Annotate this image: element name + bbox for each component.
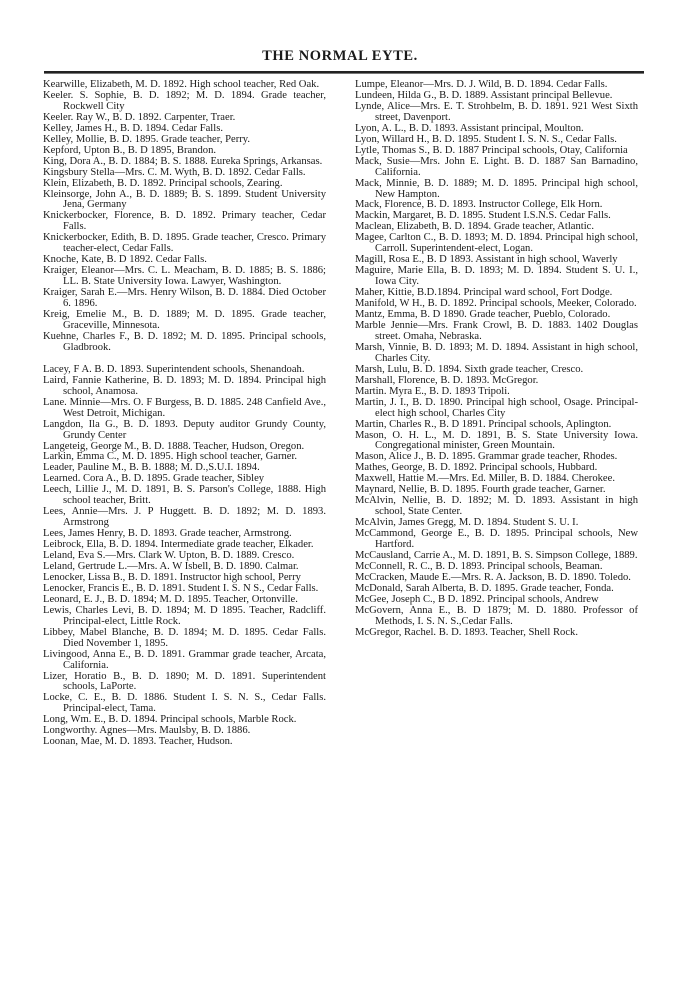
- alumni-entry: Maynard, Nellie, B. D. 1895. Fourth grade teacher, Garner.: [355, 484, 606, 496]
- alumni-entry: Mason, O. H. L., M. D. 1891, B. S. State University Iowa. Congregational minister, Green Mountain.: [355, 429, 638, 452]
- alumni-entry: Kuehne, Charles F., B. D. 1892; M. D. 1895. Principal schools, Gladbrook.: [43, 330, 326, 353]
- alumni-entry: Lewis, Charles Levi, B. D. 1894; M. D 1895. Teacher, Radcliff. Principal-elect, Little Rock.: [43, 604, 326, 627]
- alumni-entry: Magee, Carlton C., B. D. 1893; M. D. 1894. Principal high school, Carroll. Superintendent-elect, Logan.: [355, 232, 638, 255]
- alumni-entry: Kraiger, Sarah E.—Mrs. Henry Wilson, B. D. 1884. Died October 6. 1896.: [43, 287, 326, 310]
- alumni-entry: Leech, Lillie J., M. D. 1891, B. S. Parson's College, 1888. High school teacher, Britt.: [43, 484, 326, 507]
- alumni-entry: Maxwell, Hattie M.—Mrs. Ed. Miller, B. D. 1884. Cherokee.: [355, 473, 615, 485]
- alumni-entry: Mack, Susie—Mrs. John E. Light. B. D. 1887 San Barnadino, California.: [355, 155, 638, 178]
- alumni-entry: Lees, James Henry, B. D. 1893. Grade teacher, Armstrong.: [43, 528, 292, 540]
- alumni-entry: Keeler. Ray W., B. D. 1892. Carpenter, Traer.: [43, 111, 236, 123]
- alumni-entry: Magill, Rosa E., B. D 1893. Assistant in high school, Waverly: [355, 254, 618, 266]
- alumni-entry: Lizer, Horatio B., B. D. 1890; M. D. 1891. Superintendent schools, LaPorte.: [43, 670, 326, 693]
- entry-group: [355, 80, 638, 639]
- alumni-entry: Mathes, George, B. D. 1892. Principal schools, Hubbard.: [355, 462, 598, 474]
- right-column: [355, 80, 638, 639]
- alumni-entry: Martin, Charles R., B. D 1891. Principal schools, Aplington.: [355, 418, 612, 430]
- alumni-entry: Lyon, Willard H., B. D. 1895. Student I. S. N. S., Cedar Falls.: [355, 133, 617, 145]
- alumni-entry: McAlvin, James Gregg, M. D. 1894. Student S. U. I.: [355, 517, 579, 529]
- alumni-entry: Manifold, W H., B. D. 1892. Principal schools, Meeker, Colorado.: [355, 298, 637, 310]
- alumni-entry: Lenocker, Lissa B., B. D. 1891. Instructor high school, Perry: [43, 571, 301, 583]
- alumni-entry: McDonald, Sarah Alberta, B. D. 1895. Grade teacher, Fonda.: [355, 582, 614, 594]
- alumni-entry: McGovern, Anna E., B. D 1879; M. D. 1880. Professor of Methods, I. S. N. S.,Cedar Falls.: [355, 604, 638, 627]
- alumni-entry: Maher, Kittie, B.D.1894. Principal ward school, Fort Dodge.: [355, 287, 613, 299]
- alumni-entry: Leibrock, Ella, B. D. 1894. Intermediate grade teacher, Elkader.: [43, 539, 314, 551]
- alumni-entry: McGee, Joseph C., B D. 1892. Principal schools, Andrew: [355, 593, 599, 605]
- entry-group: [43, 365, 326, 748]
- alumni-entry: McCracken, Maude E.—Mrs. R. A. Jackson, B. D. 1890. Toledo.: [355, 571, 631, 583]
- alumni-entry: Lenocker, Francis E., B. D. 1891. Student I. S. N S., Cedar Falls.: [43, 582, 319, 594]
- alumni-entry: Lacey, F A. B. D. 1893. Superintendent schools, Shenandoah.: [43, 363, 305, 375]
- alumni-entry: Lees, Annie—Mrs. J. P Huggett. B. D. 1892; M. D. 1893. Armstrong: [43, 506, 326, 529]
- alumni-entry: Keeler. S. Sophie, B. D. 1892; M. D. 1894. Grade teacher, Rockwell City: [43, 89, 326, 112]
- alumni-entry: Marsh, Vinnie, B. D. 1893; M. D. 1894. Assistant in high school, Charles City.: [355, 341, 638, 364]
- header-rule: [44, 71, 644, 74]
- alumni-entry: Lundeen, Hilda G., B. D. 1889. Assistant principal Bellevue.: [355, 89, 613, 101]
- alumni-entry: Mackin, Margaret, B. D. 1895. Student I.S.N.S. Cedar Falls.: [355, 210, 611, 222]
- alumni-entry: Knickerbocker, Florence, B. D. 1892. Primary teacher, Cedar Falls.: [43, 210, 326, 233]
- alumni-entry: Mack, Florence, B. D. 1893. Instructor College, Elk Horn.: [355, 199, 603, 211]
- alumni-entry: Knoche, Kate, B. D 1892. Cedar Falls.: [43, 254, 207, 266]
- alumni-entry: Martin, J. I., B. D. 1890. Principal high school, Osage. Principal-elect high school, Charles City: [355, 396, 638, 419]
- alumni-entry: McCammond, George E., B. D. 1895. Principal schools, New Hartford.: [355, 528, 638, 551]
- alumni-entry: Maguire, Marie Ella, B. D. 1893; M. D. 1894. Student S. U. I., Iowa City.: [355, 265, 638, 288]
- alumni-entry: Libbey, Mabel Blanche, B. D. 1894; M. D. 1895. Cedar Falls. Died November 1, 1895.: [43, 626, 326, 649]
- alumni-entry: Langeteig, George M., B. D. 1888. Teacher, Hudson, Oregon.: [43, 440, 305, 452]
- alumni-entry: Leonard, E. J., B. D. 1894; M. D. 1895. Teacher, Ortonville.: [43, 593, 298, 605]
- alumni-entry: Long, Wm. E., B. D. 1894. Principal schools, Marble Rock.: [43, 714, 297, 726]
- alumni-entry: Kreig, Emelie M., B. D. 1889; M. D. 1895. Grade teacher, Graceville, Minnesota.: [43, 309, 326, 331]
- alumni-entry: Loonan, Mae, M. D. 1893. Teacher, Hudson.: [43, 736, 233, 748]
- alumni-entry: Learned. Cora A., B. D. 1895. Grade teacher, Sibley: [43, 473, 265, 485]
- alumni-entry: McGregor, Rachel. B. D. 1893. Teacher, Shell Rock.: [355, 626, 578, 638]
- alumni-entry: McCausland, Carrie A., M. D. 1891, B. S. Simpson College, 1889.: [355, 549, 638, 561]
- alumni-entry: McConnell, R. C., B. D. 1893. Principal schools, Beaman.: [355, 560, 603, 572]
- alumni-entry: Knickerbocker, Edith, B. D. 1895. Grade teacher, Cresco. Primary teacher-elect, Cedar Falls.: [43, 232, 326, 255]
- alumni-entry: Leland, Gertrude L.—Mrs. A. W Isbell, B. D. 1890. Calmar.: [43, 560, 299, 572]
- left-column: [43, 80, 326, 748]
- alumni-entry: Lumpe, Eleanor—Mrs. D. J. Wild, B. D. 1894. Cedar Falls.: [355, 79, 608, 90]
- alumni-entry: Livingood, Anna E., B. D. 1891. Grammar grade teacher, Arcata, California.: [43, 648, 326, 671]
- page-header-title: THE NORMAL EYTE.: [262, 48, 418, 64]
- alumni-entry: Mason, Alice J., B. D. 1895. Grammar grade teacher, Rhodes.: [355, 451, 618, 463]
- alumni-entry: Mack, Minnie, B. D. 1889; M. D. 1895. Principal high school, New Hampton.: [355, 177, 638, 200]
- alumni-entry: Lane. Minnie—Mrs. O. F Burgess, B. D. 1885. 248 Canfield Ave., West Detroit, Michigan.: [43, 396, 326, 419]
- alumni-entry: Kelley, Mollie, B. D. 1895. Grade teacher, Perry.: [43, 133, 251, 145]
- alumni-entry: Larkin, Emma C., M. D. 1895. High school teacher, Garner.: [43, 451, 298, 463]
- alumni-entry: Martin. Myra E., B. D. 1893 Tripoli.: [355, 385, 510, 397]
- alumni-entry: Leader, Pauline M., B. B. 1888; M. D.,S.U.I. 1894.: [43, 462, 260, 474]
- alumni-entry: Marble Jennie—Mrs. Frank Crowl, B. D. 1883. 1402 Douglas street. Omaha, Nebraska.: [355, 319, 638, 342]
- alumni-entry: Marsh, Lulu, B. D. 1894. Sixth grade teacher, Cresco.: [355, 363, 584, 375]
- alumni-entry: Longworthy. Agnes—Mrs. Maulsby, B. D. 1886.: [43, 725, 251, 737]
- alumni-entry: Kelley, James H., B. D. 1894. Cedar Falls.: [43, 122, 223, 134]
- alumni-entry: Marshall, Florence, B. D. 1893. McGregor.: [355, 374, 539, 386]
- alumni-entry: McAlvin, Nellie, B. D. 1892; M. D. 1893. Assistant in high school, State Center.: [355, 495, 638, 518]
- alumni-entry: Lyon, A. L., B. D. 1893. Assistant principal, Moulton.: [355, 122, 584, 134]
- alumni-entry: Klein, Elizabeth, B. D. 1892. Principal schools, Zearing.: [43, 177, 283, 189]
- alumni-entry: Mantz, Emma, B. D 1890. Grade teacher, Pueblo, Colorado.: [355, 309, 611, 321]
- alumni-entry: Leland, Eva S.—Mrs. Clark W. Upton, B. D. 1889. Cresco.: [43, 550, 295, 562]
- alumni-entry: Locke, C. E., B. D. 1886. Student I. S. N. S., Cedar Falls. Principal-elect, Tama.: [43, 692, 326, 715]
- alumni-entry: Laird, Fannie Katherine, B. D. 1893; M. D. 1894. Principal high school, Anamosa.: [43, 374, 326, 397]
- entry-group: [43, 80, 326, 354]
- alumni-entry: King, Dora A., B. D. 1884; B. S. 1888. Eureka Springs, Arkansas.: [43, 155, 323, 167]
- alumni-entry: Kingsbury Stella—Mrs. C. M. Wyth, B. D. 1892. Cedar Falls.: [43, 166, 306, 178]
- alumni-entry: Maclean, Elizabeth, B. D. 1894. Grade teacher, Atlantic.: [355, 221, 595, 233]
- alumni-entry: Kleinsorge, John A., B. D. 1889; B. S. 1899. Student University Jena, Germany: [43, 188, 326, 211]
- alumni-entry: Langdon, Ila G., B. D. 1893. Deputy auditor Grundy County, Grundy Center: [43, 418, 326, 441]
- alumni-entry: Kearwille, Elizabeth, M. D. 1892. High school teacher, Red Oak.: [43, 79, 320, 90]
- alumni-entry: Lynde, Alice—Mrs. E. T. Strohbelm, B. D. 1891. 921 West Sixth street, Davenport.: [355, 100, 638, 123]
- alumni-entry: Lytle, Thomas S., B. D. 1887 Principal schools, Otay, California: [355, 144, 628, 156]
- alumni-entry: Kraiger, Eleanor—Mrs. C. L. Meacham, B. D. 1885; B. S. 1886; LL. B. State University Iowa. Lawyer, Washington.: [43, 265, 326, 288]
- alumni-entry: Kepford, Upton B., B. D 1895, Brandon.: [43, 144, 217, 156]
